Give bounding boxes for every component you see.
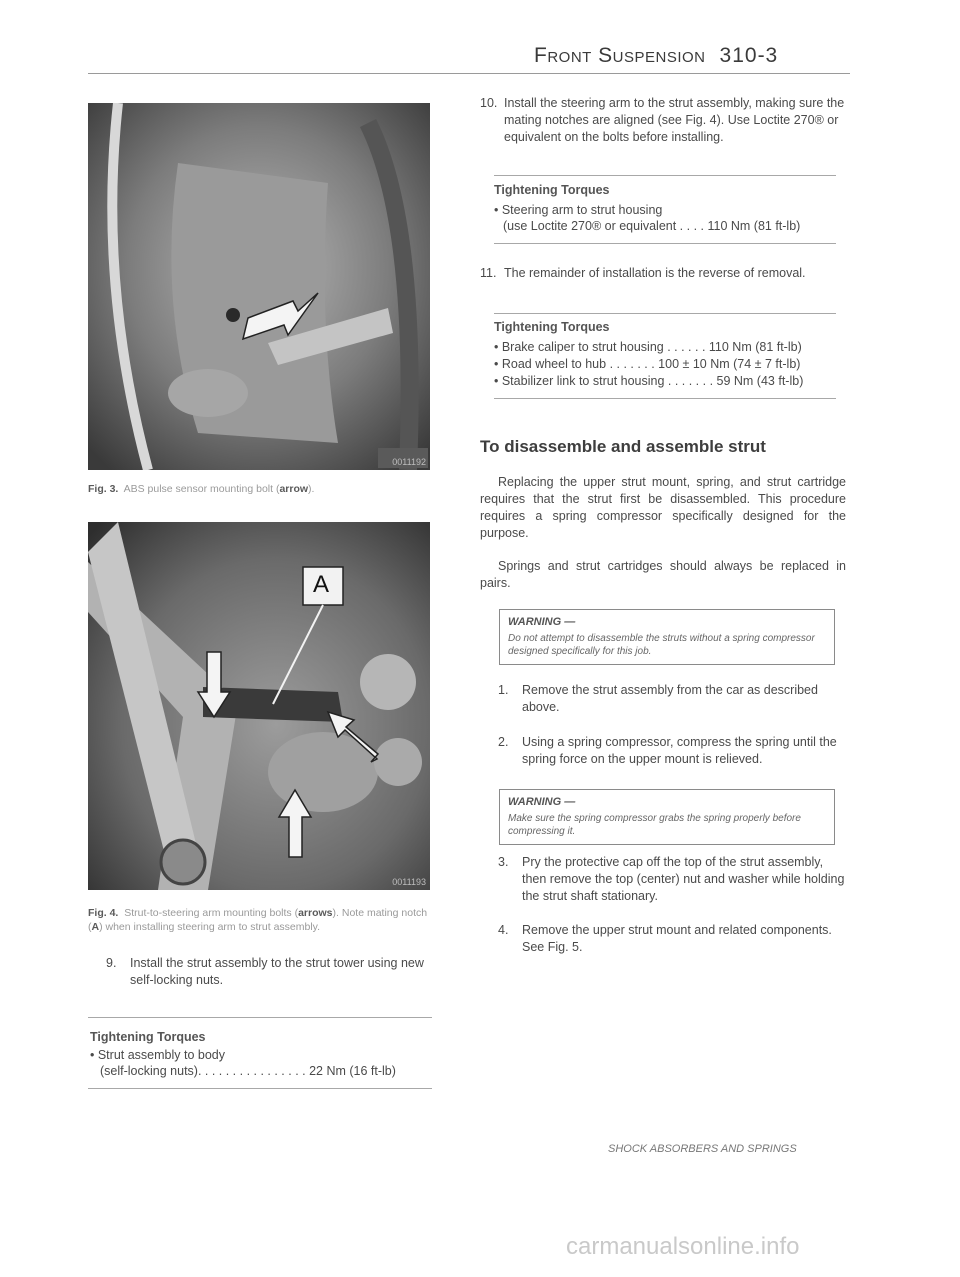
disassembly-step-1-text: Remove the strut assembly from the car as described above. (522, 683, 818, 714)
torque-box-3-title: Tightening Torques (494, 320, 610, 334)
section-heading: To disassemble and assemble strut (480, 437, 766, 456)
figure-4-caption-bold-a: arrows (298, 907, 333, 919)
step-10 (480, 95, 846, 146)
torque-box-1-line-1: • Strut assembly to body (90, 1048, 225, 1062)
intro-paragraph: Replacing the upper strut mount, spring, and strut cartridge requires that the strut first be disassembled. This procedure requires a spring compressor specifically designed for the purpose. (480, 475, 846, 540)
figure-4-caption-text-b: ). Note mating notch ( (88, 907, 428, 933)
torque-box-2-top-rule (494, 175, 836, 176)
warning-2-title: WARNING — (508, 796, 576, 808)
figure-3-number: Fig. 3. (88, 483, 119, 495)
torque-box-1-title: Tightening Torques (90, 1030, 206, 1044)
figure-4-number: Fig. 4. (88, 907, 119, 919)
disassembly-step-1 (498, 682, 846, 716)
figure-3-caption-text-a: ABS pulse sensor mounting bolt ( (123, 483, 280, 495)
disassembly-step-2-number: 2. (498, 735, 509, 749)
disassembly-step-4-number: 4. (498, 923, 509, 937)
warning-1-body: Do not attempt to disassemble the struts without a spring compressor designed specifically for this job. (508, 633, 815, 657)
header-rule (88, 73, 850, 74)
figure-4-code: 0011193 (392, 877, 426, 887)
torque-box-3-line-3: • Stabilizer link to strut housing . . . . . . . 59 Nm (43 ft-lb) (494, 374, 804, 388)
page-header (534, 44, 778, 68)
figure-4-caption (88, 906, 430, 934)
step-10-text: Install the steering arm to the strut assembly, making sure the mating notches are aligned (see Fig. 4). Use Loctite 270® or equivalent on the bolts before installing. (504, 96, 845, 144)
step-9-text: Install the strut assembly to the strut tower using new self-locking nuts. (130, 956, 424, 987)
torque-box-1-bottom-rule (88, 1088, 432, 1089)
figure-4-caption-text-c: ) when installing steering arm to strut assembly. (99, 921, 321, 933)
disassembly-step-2 (498, 734, 846, 768)
step-10-number: 10. (480, 96, 498, 110)
figure-3-photo (88, 103, 430, 470)
torque-box-3-top-rule (494, 313, 836, 314)
step-9 (106, 955, 432, 989)
torque-box-3-line-2: • Road wheel to hub . . . . . . . 100 ± 10 Nm (74 ± 7 ft-lb) (494, 357, 801, 371)
figure-3-caption-text-b: ). (308, 483, 315, 495)
disassembly-step-3-number: 3. (498, 855, 509, 869)
warning-1-title: WARNING — (508, 616, 576, 628)
disassembly-step-3-text: Pry the protective cap off the top of the strut assembly, then remove the top (center) nut and washer while holding the strut shaft stationary. (522, 855, 845, 903)
disassembly-step-1-number: 1. (498, 683, 509, 697)
section-header-title: Front Suspension (534, 44, 706, 67)
torque-box-2-title: Tightening Torques (494, 183, 610, 197)
figure-4-caption-bold-b: A (91, 921, 100, 933)
pairs-paragraph: Springs and strut cartridges should always be replaced in pairs. (480, 559, 846, 590)
step-11-text: The remainder of installation is the reverse of removal. (504, 266, 806, 280)
torque-box-2-line-2: (use Loctite 270® or equivalent . . . . 110 Nm (81 ft-lb) (503, 219, 801, 233)
figure-3-caption (88, 482, 430, 496)
torque-box-3-line-1: • Brake caliper to strut housing . . . . . . 110 Nm (81 ft-lb) (494, 340, 802, 354)
disassembly-step-4-text: Remove the upper strut mount and related components. See Fig. 5. (522, 923, 832, 954)
disassembly-step-4 (498, 922, 846, 956)
torque-box-2-bottom-rule (494, 243, 836, 244)
page-number: 310-3 (719, 44, 779, 67)
torque-box-2-line-1: • Steering arm to strut housing (494, 203, 663, 217)
figure-3-caption-bold: arrow (279, 483, 309, 495)
disassembly-step-2-text: Using a spring compressor, compress the spring until the spring force on the upper mount is relieved. (522, 735, 837, 766)
torque-box-1-top-rule (88, 1017, 432, 1018)
figure-4-marker: A (313, 571, 330, 598)
step-9-number: 9. (106, 956, 117, 970)
figure-4-photo (88, 522, 430, 890)
figure-4-caption-text-a: Strut-to-steering arm mounting bolts ( (124, 907, 299, 919)
step-11-number: 11. (480, 266, 497, 280)
torque-box-3-bottom-rule (494, 398, 836, 399)
figure-3-code: 0011192 (392, 457, 426, 467)
warning-2-body: Make sure the spring compressor grabs the spring properly before compressing it. (508, 813, 801, 837)
watermark: carmanualsonline.info (566, 1233, 800, 1260)
torque-box-1-line-2: (self-locking nuts). . . . . . . . . . . . . . . . 22 Nm (16 ft-lb) (100, 1064, 396, 1078)
warning-box-2 (499, 789, 835, 845)
page-footer: SHOCK ABSORBERS AND SPRINGS (608, 1143, 797, 1155)
step-11 (480, 265, 846, 282)
warning-box-1 (499, 609, 835, 665)
disassembly-step-3 (498, 854, 846, 905)
